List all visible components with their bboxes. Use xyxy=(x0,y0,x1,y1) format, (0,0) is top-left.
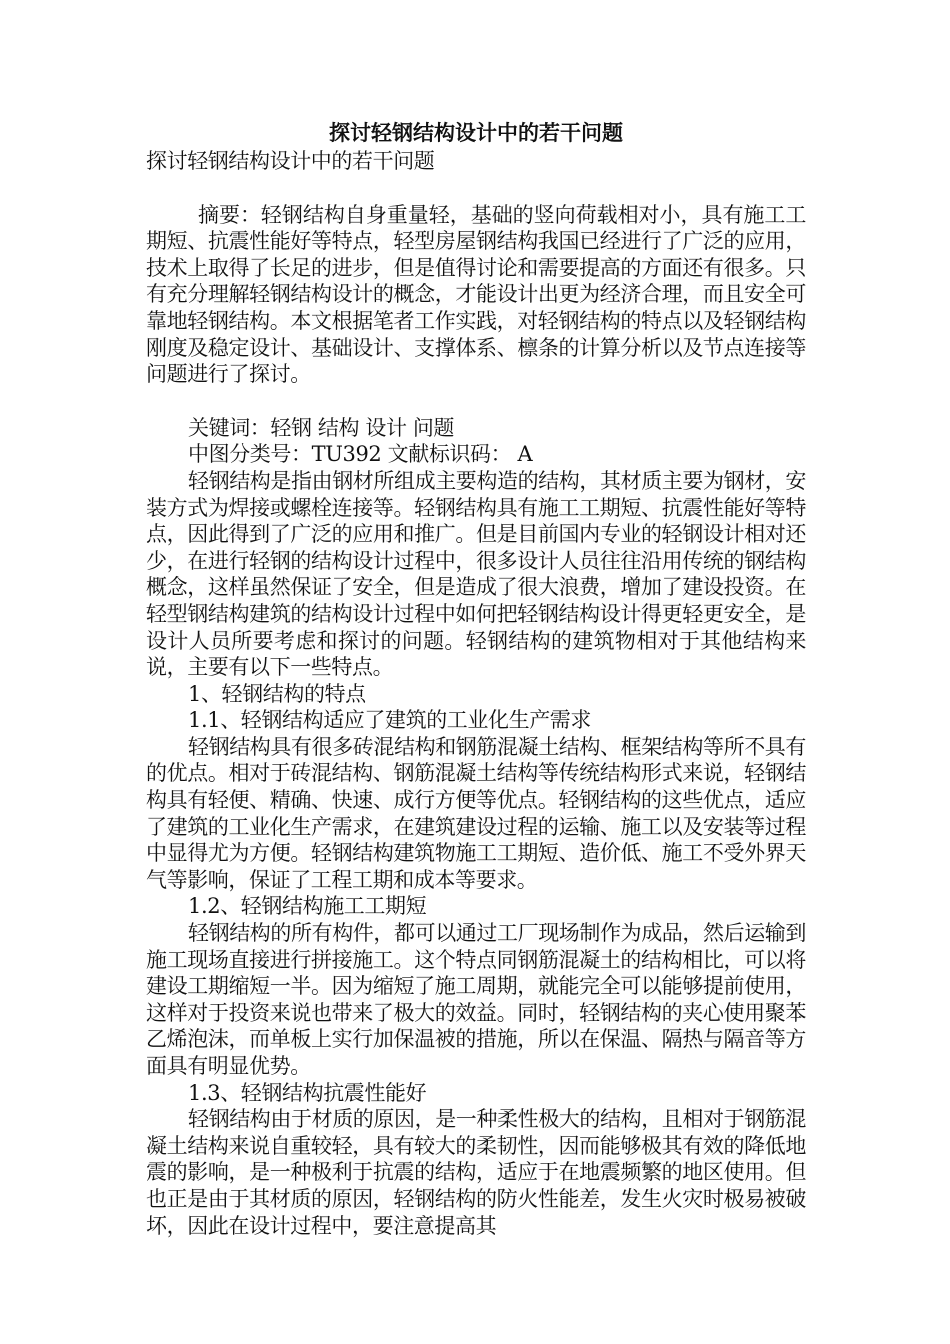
subsection-heading: 1.3、轻钢结构抗震性能好 xyxy=(188,1080,427,1105)
keywords-line: 关键词：轻钢 结构 设计 问题 xyxy=(188,415,455,440)
body-paragraph: 轻钢结构的所有构件，都可以通过工厂现场制作为成品，然后运输到施工现场直接进行拼接施工。这个特点同钢筋混凝土的结构相比，可以将建设工期缩短一半。因为缩短了施工周期，就能完全可以能够提前使用，这样对于投资来说也带来了极大的效益。同时，轻钢结构的夹心使用聚苯乙烯泡沫，而单板上实行加保温被的措施，所以在保温、隔热与隔音等方面具有明显优势。 xyxy=(146,921,806,1078)
abstract-paragraph: 摘要：轻钢结构自身重量轻，基础的竖向荷载相对小，具有施工工期短、抗震性能好等特点，轻型房屋钢结构我国已经进行了广泛的应用，技术上取得了长足的进步，但是值得讨论和需要提高的方面还有很多。只有充分理解轻钢结构设计的概念，才能设计出更为经济合理，而且安全可靠地轻钢结构。本文根据笔者工作实践，对轻钢结构的特点以及轻钢结构刚度及稳定设计、基础设计、支撑体系、檩条的计算分析以及节点连接等问题进行了探讨。 xyxy=(146,202,806,387)
spacer xyxy=(146,388,806,415)
document-title: 探讨轻钢结构设计中的若干问题 xyxy=(329,120,623,145)
subsection-heading: 1.2、轻钢结构施工工期短 xyxy=(188,894,427,919)
spacer xyxy=(146,175,806,202)
body-paragraph: 轻钢结构具有很多砖混结构和钢筋混凝土结构、框架结构等所不具有的优点。相对于砖混结构、钢筋混凝土结构等传统结构形式来说，轻钢结构具有轻便、精确、快速、成行方便等优点。轻钢结构的这些优点，适应了建筑的工业化生产需求，在建筑建设过程的运输、施工以及安装等过程中显得尤为方便。轻钢结构建筑物施工工期短、造价低、施工不受外界天气等影响，保证了工程工期和成本等要求。 xyxy=(146,734,806,892)
document-subtitle: 探讨轻钢结构设计中的若干问题 xyxy=(146,149,435,173)
document-page xyxy=(146,118,806,1239)
subsection-heading: 1.1、轻钢结构适应了建筑的工业化生产需求 xyxy=(188,708,591,733)
section-heading: 1、轻钢结构的特点 xyxy=(188,681,366,706)
intro-paragraph: 轻钢结构是指由钢材所组成主要构造的结构，其材质主要为钢材，安装方式为焊接或螺栓连接等。轻钢结构具有施工工期短、抗震性能好等特点，因此得到了广泛的应用和推广。但是目前国内专业的轻钢设计相对还少，在进行轻钢的结构设计过程中，很多设计人员往往沿用传统的钢结构概念，这样虽然保证了安全，但是造成了很大浪费，增加了建设投资。在轻型钢结构建筑的结构设计过程中如何把轻钢结构设计得更轻更安全，是设计人员所要考虑和探讨的问题。轻钢结构的建筑物相对于其他结构来说，主要有以下一些特点。 xyxy=(146,468,806,680)
classification-line: 中图分类号：TU392 文献标识码： A xyxy=(188,442,533,467)
body-paragraph: 轻钢结构由于材质的原因，是一种柔性极大的结构，且相对于钢筋混凝土结构来说自重较轻，具有较大的柔韧性，因而能够极其有效的降低地震的影响，是一种极利于抗震的结构，适应于在地震频繁的地区使用。但也正是由于其材质的原因，轻钢结构的防火性能差，发生火灾时极易被破坏，因此在设计过程中，要注意提高其 xyxy=(146,1107,806,1238)
